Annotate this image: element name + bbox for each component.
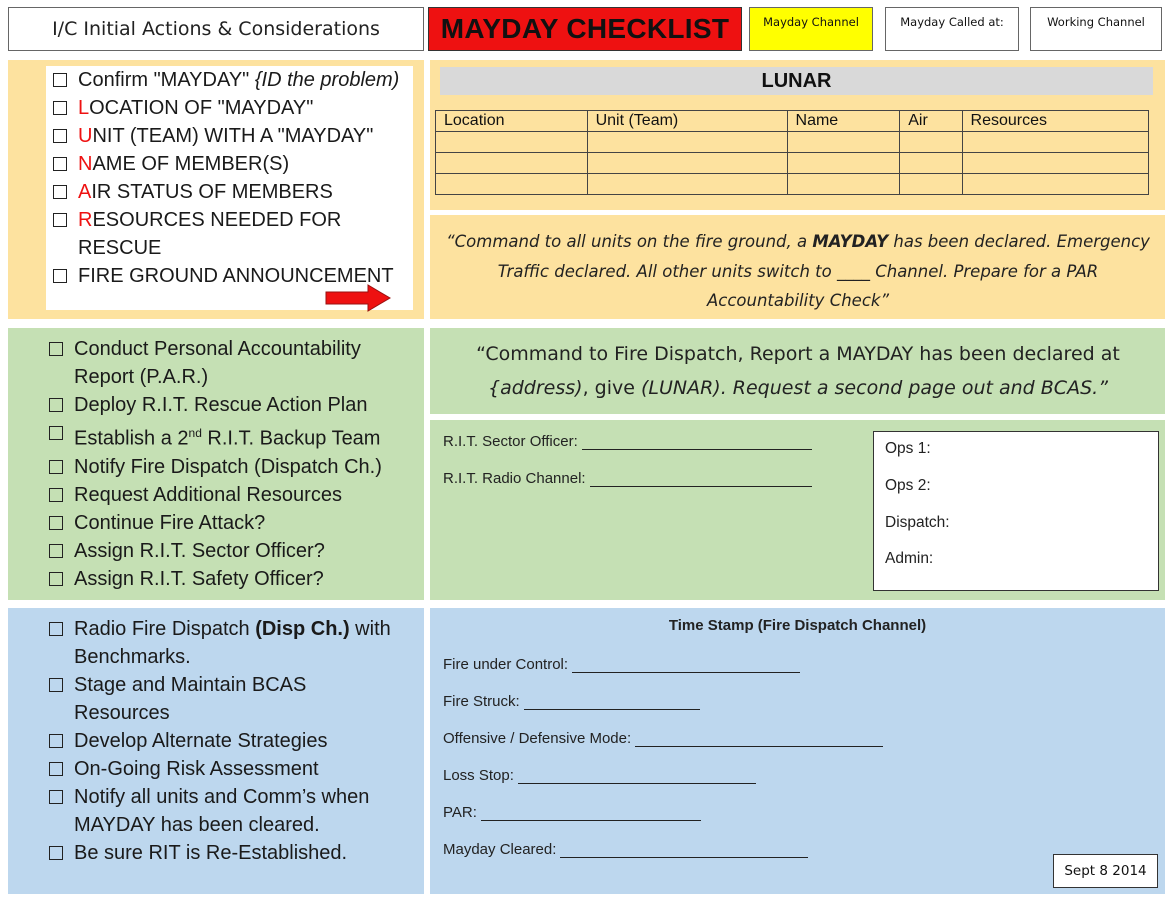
dispatch-label[interactable]: Dispatch: bbox=[885, 514, 950, 531]
check-item-alternate-strategies[interactable]: Develop Alternate Strategies bbox=[46, 727, 421, 755]
checkbox[interactable] bbox=[53, 185, 67, 199]
checkbox[interactable] bbox=[49, 790, 63, 804]
working-channel-box[interactable]: Working Channel bbox=[1030, 7, 1162, 51]
table-cell[interactable] bbox=[900, 132, 962, 153]
column-header: Unit (Team) bbox=[587, 111, 787, 132]
check-item-radio-dispatch[interactable]: Radio Fire Dispatch (Disp Ch.) with Benchmarks. bbox=[46, 615, 421, 671]
table-cell[interactable] bbox=[587, 132, 787, 153]
fill-line[interactable] bbox=[635, 733, 883, 747]
fill-line[interactable] bbox=[582, 436, 812, 450]
check-item-safety-officer[interactable]: Assign R.I.T. Safety Officer? bbox=[46, 565, 421, 593]
table-cell[interactable] bbox=[962, 153, 1148, 174]
fire-struck-field[interactable]: Fire Struck: bbox=[443, 693, 700, 710]
table-cell[interactable] bbox=[436, 132, 588, 153]
fill-line[interactable] bbox=[572, 659, 800, 673]
checkbox[interactable] bbox=[53, 129, 67, 143]
check-item-additional-resources[interactable]: Request Additional Resources bbox=[46, 481, 421, 509]
table-row[interactable] bbox=[436, 174, 1149, 195]
table-cell[interactable] bbox=[962, 132, 1148, 153]
mayday-called-at-box[interactable]: Mayday Called at: bbox=[885, 7, 1019, 51]
ops-1-label[interactable]: Ops 1: bbox=[885, 440, 931, 457]
checkbox[interactable] bbox=[49, 544, 63, 558]
checkbox[interactable] bbox=[49, 678, 63, 692]
par-field[interactable]: PAR: bbox=[443, 804, 701, 821]
checkbox[interactable] bbox=[49, 426, 63, 440]
table-row[interactable] bbox=[436, 132, 1149, 153]
check-item-notify-dispatch[interactable]: Notify Fire Dispatch (Dispatch Ch.) bbox=[46, 453, 421, 481]
rit-sector-officer-field[interactable]: R.I.T. Sector Officer: bbox=[443, 433, 812, 450]
table-cell[interactable] bbox=[900, 174, 962, 195]
table-cell[interactable] bbox=[787, 174, 900, 195]
fill-line[interactable] bbox=[481, 807, 701, 821]
rit-radio-channel-field[interactable]: R.I.T. Radio Channel: bbox=[443, 470, 812, 487]
checkbox[interactable] bbox=[49, 342, 63, 356]
ops-channels-box bbox=[873, 431, 1159, 591]
table-cell[interactable] bbox=[962, 174, 1148, 195]
mayday-channel-box[interactable]: Mayday Channel bbox=[749, 7, 873, 51]
mayday-checklist-title: MAYDAY CHECKLIST bbox=[428, 7, 742, 51]
table-row bbox=[436, 111, 1149, 132]
check-item-bcas[interactable]: Stage and Maintain BCAS Resources bbox=[46, 671, 421, 727]
loss-stop-field[interactable]: Loss Stop: bbox=[443, 767, 756, 784]
fill-line[interactable] bbox=[560, 844, 808, 858]
mayday-cleared-field[interactable]: Mayday Cleared: bbox=[443, 841, 808, 858]
initial-actions-list bbox=[50, 66, 415, 290]
check-item-confirm[interactable]: Confirm "MAYDAY" {ID the problem) bbox=[50, 66, 415, 94]
column-header: Location bbox=[436, 111, 588, 132]
dispatch-report-text: “Command to Fire Dispatch, Report a MAYDAY has been declared at {address), give (LUNAR). Request a second page out and BCAS.” bbox=[476, 343, 1120, 399]
table-cell[interactable] bbox=[787, 153, 900, 174]
fill-line[interactable] bbox=[524, 696, 700, 710]
table-row[interactable] bbox=[436, 153, 1149, 174]
check-item-risk-assessment[interactable]: On-Going Risk Assessment bbox=[46, 755, 421, 783]
checkbox[interactable] bbox=[53, 73, 67, 87]
check-item-notify-cleared[interactable]: Notify all units and Comm’s when MAYDAY has been cleared. bbox=[46, 783, 421, 839]
checkbox[interactable] bbox=[49, 572, 63, 586]
ops-2-label[interactable]: Ops 2: bbox=[885, 477, 931, 494]
checkbox[interactable] bbox=[53, 269, 67, 283]
checkbox[interactable] bbox=[49, 398, 63, 412]
check-item-rit-plan[interactable]: Deploy R.I.T. Rescue Action Plan bbox=[46, 391, 421, 419]
checkbox[interactable] bbox=[49, 488, 63, 502]
checkbox[interactable] bbox=[53, 213, 67, 227]
fire-ground-announcement: “Command to all units on the fire ground, a MAYDAY has been declared. Emergency Traffic declared. All other units switch to ____ Channel. Prepare for a PAR Accountability Check” bbox=[446, 232, 1150, 310]
table-cell[interactable] bbox=[587, 174, 787, 195]
check-item-name[interactable]: NAME OF MEMBER(S) bbox=[50, 150, 415, 178]
revision-date: Sept 8 2014 bbox=[1053, 854, 1158, 888]
checkbox[interactable] bbox=[49, 622, 63, 636]
check-item-air[interactable]: AIR STATUS OF MEMBERS bbox=[50, 178, 415, 206]
check-item-par[interactable]: Conduct Personal Accountability Report (P.A.R.) bbox=[46, 335, 421, 391]
lunar-title: LUNAR bbox=[440, 67, 1153, 95]
checkbox[interactable] bbox=[53, 157, 67, 171]
fill-line[interactable] bbox=[590, 473, 812, 487]
offensive-defensive-field[interactable]: Offensive / Defensive Mode: bbox=[443, 730, 883, 747]
checkbox[interactable] bbox=[49, 734, 63, 748]
checkbox[interactable] bbox=[49, 516, 63, 530]
column-header: Resources bbox=[962, 111, 1148, 132]
table-cell[interactable] bbox=[436, 174, 588, 195]
column-header: Name bbox=[787, 111, 900, 132]
check-item-backup-team[interactable]: Establish a 2nd R.I.T. Backup Team bbox=[46, 419, 421, 453]
column-header: Air bbox=[900, 111, 962, 132]
lunar-table bbox=[435, 110, 1149, 195]
timestamp-title: Time Stamp (Fire Dispatch Channel) bbox=[668, 617, 927, 634]
check-item-rit-reestablished[interactable]: Be sure RIT is Re-Established. bbox=[46, 839, 421, 867]
check-item-location[interactable]: LOCATION OF "MAYDAY" bbox=[50, 94, 415, 122]
check-item-sector-officer[interactable]: Assign R.I.T. Sector Officer? bbox=[46, 537, 421, 565]
fire-under-control-field[interactable]: Fire under Control: bbox=[443, 656, 800, 673]
table-cell[interactable] bbox=[436, 153, 588, 174]
check-item-announcement[interactable]: FIRE GROUND ANNOUNCEMENT bbox=[50, 262, 415, 290]
checkbox[interactable] bbox=[53, 101, 67, 115]
check-item-resources[interactable]: RESOURCES NEEDED FOR RESCUE bbox=[50, 206, 415, 262]
table-cell[interactable] bbox=[900, 153, 962, 174]
arrow-right-icon bbox=[324, 283, 392, 313]
check-item-unit[interactable]: UNIT (TEAM) WITH A "MAYDAY" bbox=[50, 122, 415, 150]
table-cell[interactable] bbox=[587, 153, 787, 174]
checkbox[interactable] bbox=[49, 460, 63, 474]
checkbox[interactable] bbox=[49, 846, 63, 860]
accountability-list bbox=[46, 335, 421, 593]
header-title: I/C Initial Actions & Considerations bbox=[8, 7, 424, 51]
check-item-fire-attack[interactable]: Continue Fire Attack? bbox=[46, 509, 421, 537]
benchmarks-list bbox=[46, 615, 421, 867]
table-cell[interactable] bbox=[787, 132, 900, 153]
fill-line[interactable] bbox=[518, 770, 756, 784]
admin-label[interactable]: Admin: bbox=[885, 550, 934, 567]
checkbox[interactable] bbox=[49, 762, 63, 776]
